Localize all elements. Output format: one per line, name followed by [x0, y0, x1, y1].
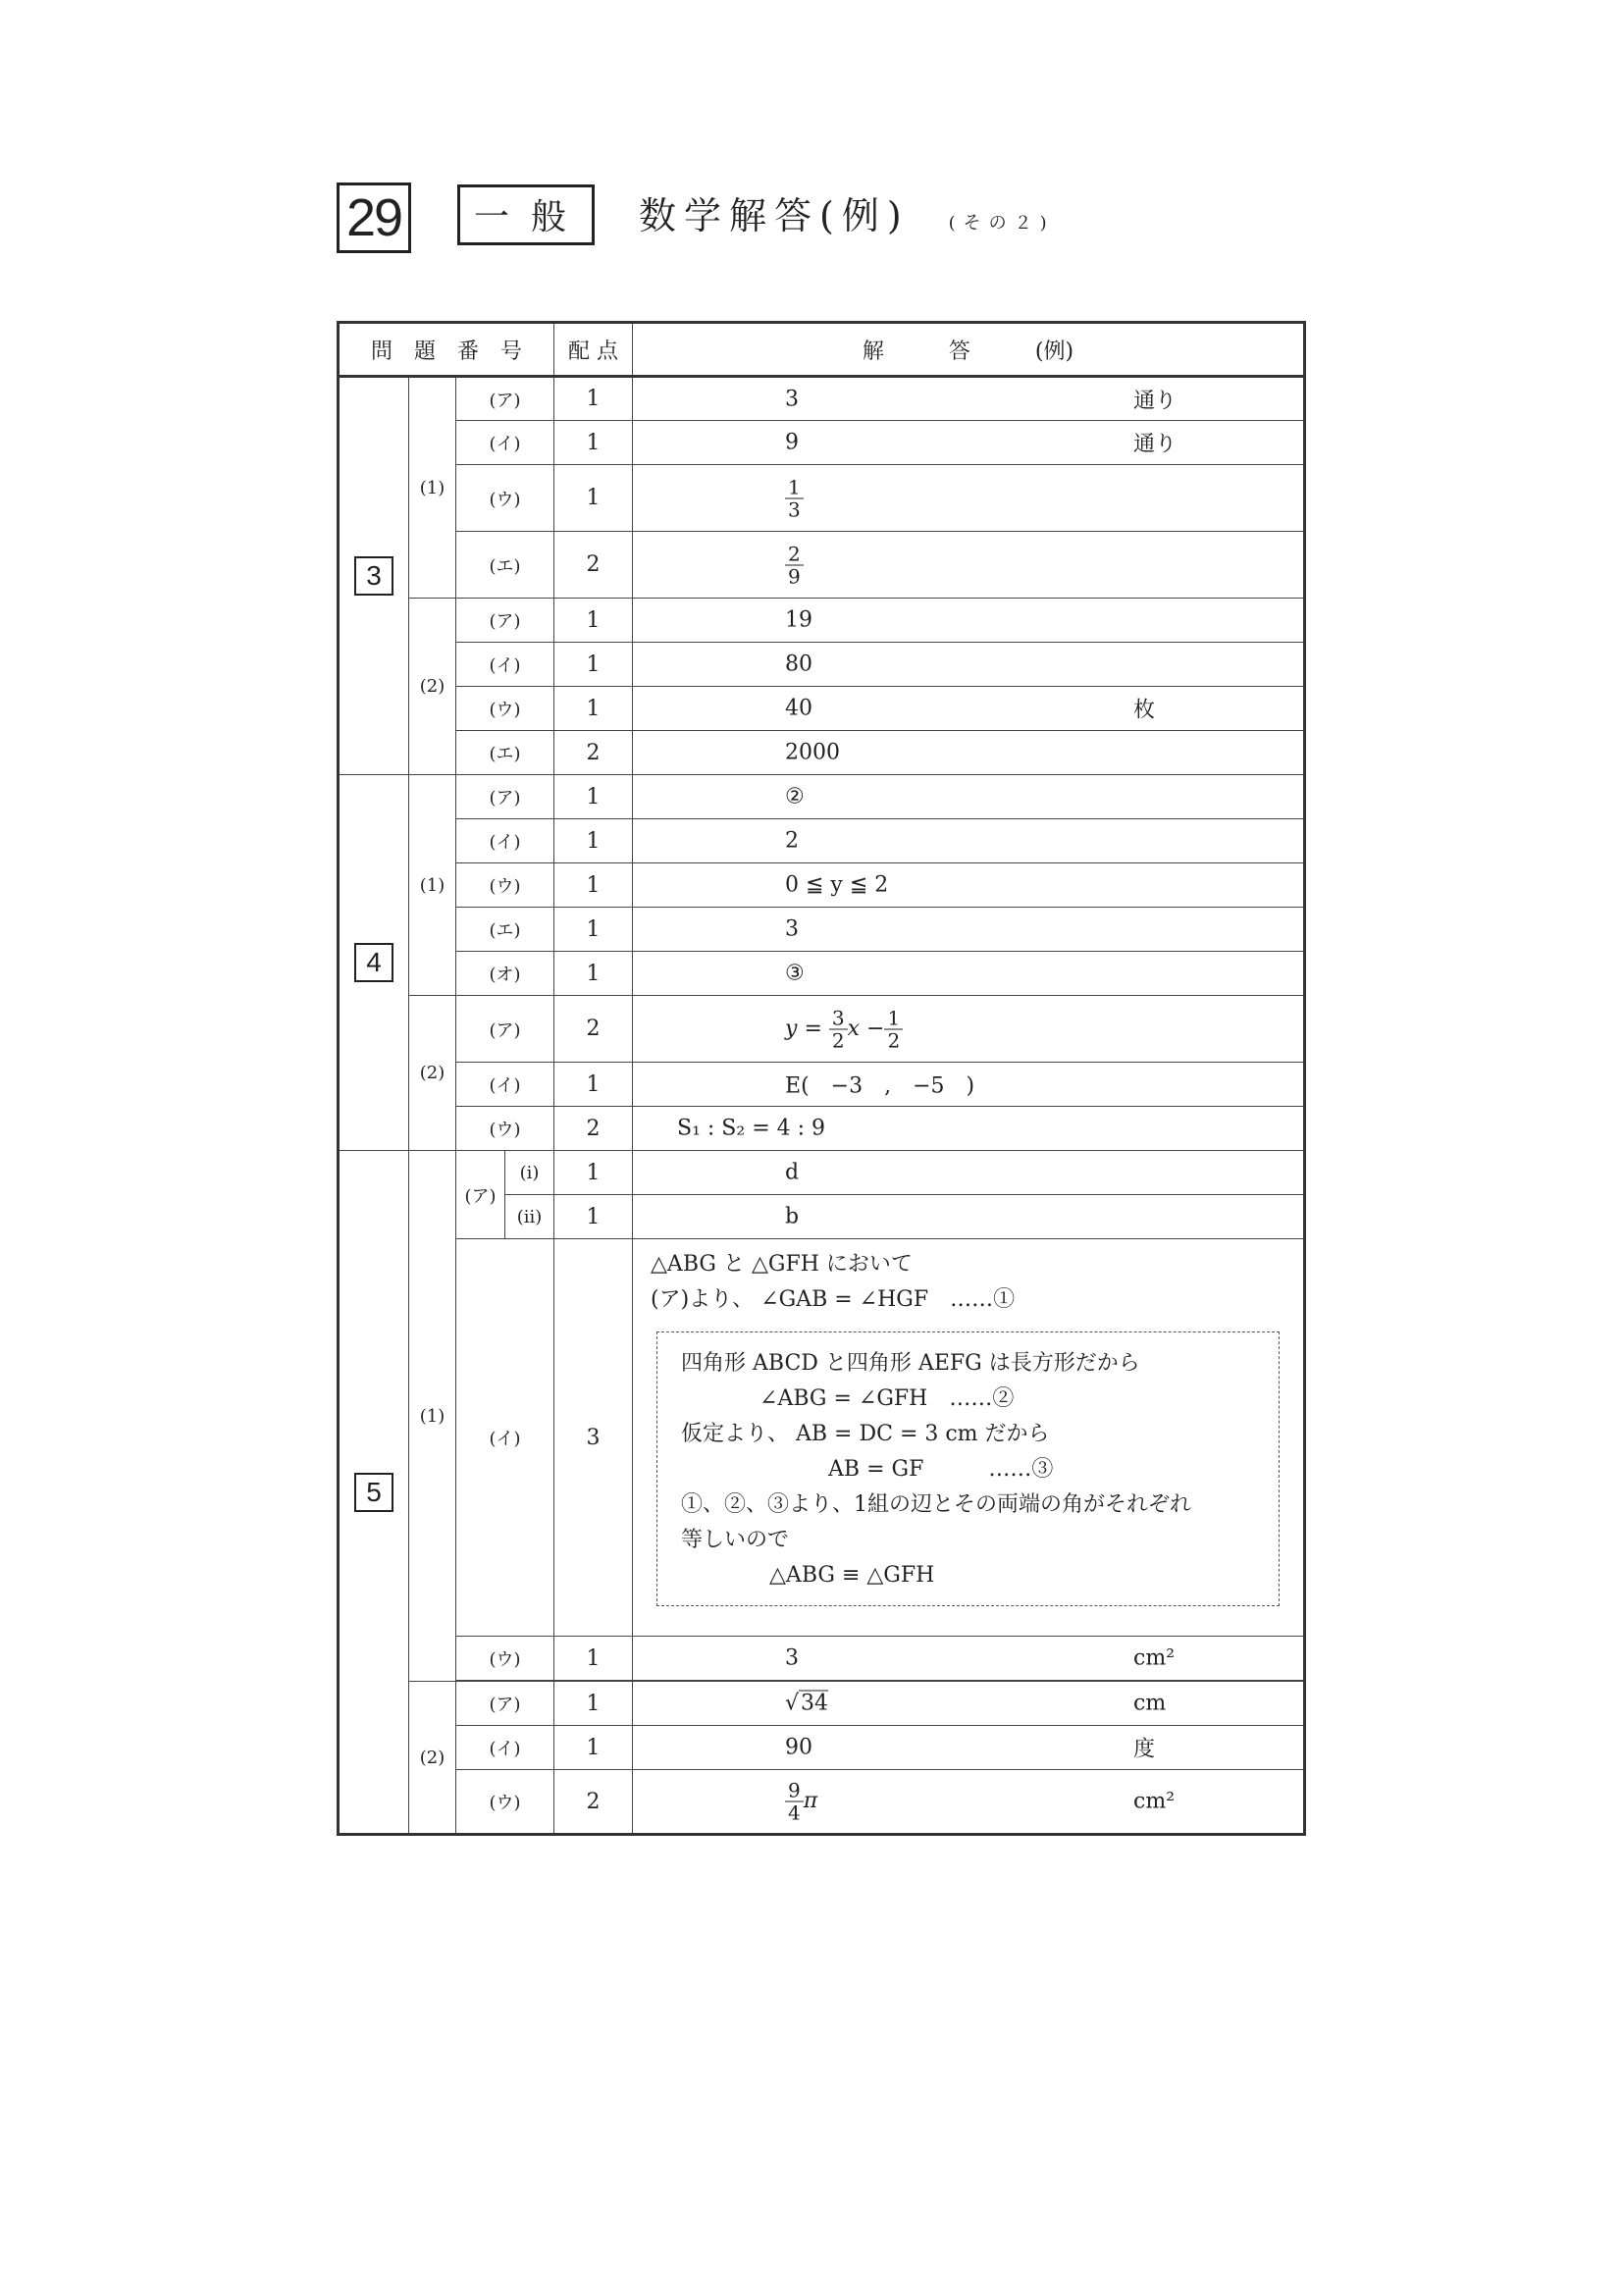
table-row	[339, 1770, 1305, 1835]
answer-cell	[633, 465, 1305, 532]
answer-value: E( −3 , −5 )	[785, 1073, 975, 1099]
table-row	[339, 532, 1305, 599]
answer-cell	[633, 908, 1305, 952]
table-row	[339, 908, 1305, 952]
item-label: (ウ)	[456, 1770, 554, 1835]
points-cell: 1	[554, 863, 633, 908]
answer-cell	[633, 819, 1305, 863]
answer-cell	[633, 1107, 1305, 1151]
table-row	[339, 1726, 1305, 1770]
section-number-box: 4	[354, 943, 393, 982]
answer-cell	[633, 377, 1305, 421]
points-cell: 2	[554, 1107, 633, 1151]
fraction-denominator: 2	[887, 1028, 901, 1052]
answer-sqrt: √34	[785, 1691, 829, 1716]
proof-conclusion: △ABG ≡ △GFH	[769, 1563, 935, 1588]
answer-unit: 度	[1133, 1737, 1156, 1762]
proof-line: 四角形 ABCD と四角形 AEFG は長方形だから	[681, 1351, 1140, 1376]
sqrt-radicand: 34	[801, 1691, 829, 1716]
table-row	[339, 863, 1305, 908]
table-row	[339, 687, 1305, 731]
subsection-label: (1)	[409, 775, 456, 996]
answer-fraction	[785, 1780, 817, 1824]
answer-value: 80	[785, 652, 813, 677]
proof-line: AB = GF ……③	[828, 1457, 1054, 1482]
answer-value: 19	[785, 607, 813, 633]
answer-unit: cm	[1133, 1691, 1167, 1716]
item-label: (ウ)	[456, 1107, 554, 1151]
section-5-cell	[339, 1151, 409, 1835]
section-number-box: 3	[354, 556, 393, 596]
item-label: (エ)	[456, 908, 554, 952]
table-row	[339, 819, 1305, 863]
proof-text	[633, 1239, 1303, 1620]
fraction-numerator: 2	[785, 543, 804, 565]
fraction-numerator: 1	[884, 1007, 903, 1029]
answer-cell	[633, 599, 1305, 643]
proof-line: 等しいので	[681, 1528, 790, 1552]
answer-value: d	[785, 1160, 800, 1185]
proof-cell	[633, 1239, 1305, 1637]
section-3-cell	[339, 377, 409, 775]
points-cell: 2	[554, 1770, 633, 1835]
table-row	[339, 1239, 1305, 1637]
item-label: (イ)	[456, 819, 554, 863]
proof-line: 仮定より、 AB = DC = 3 cm だから	[681, 1422, 1050, 1446]
answer-unit: 通り	[1133, 432, 1178, 457]
table-row	[339, 731, 1305, 775]
item-label: (エ)	[456, 532, 554, 599]
answer-cell	[633, 687, 1305, 731]
proof-dashed-box	[656, 1331, 1280, 1606]
subsection-label: (1)	[409, 377, 456, 599]
answer-unit: cm²	[1133, 1645, 1176, 1671]
item-label: (イ)	[456, 1063, 554, 1107]
page-header	[337, 183, 1318, 251]
answer-cell	[633, 1151, 1305, 1195]
answer-cell	[633, 996, 1305, 1063]
fraction-numerator: 9	[785, 1780, 804, 1802]
item-label: (ウ)	[456, 1637, 554, 1681]
item-label: (ア)	[456, 599, 554, 643]
points-cell: 1	[554, 775, 633, 819]
points-cell: 1	[554, 687, 633, 731]
answer-value: 90	[785, 1735, 813, 1760]
answer-value: 3	[785, 387, 800, 411]
answer-cell	[633, 1726, 1305, 1770]
fraction-denominator: 4	[788, 1800, 801, 1825]
equation-middle: x −	[847, 1016, 885, 1041]
subsection-label: (2)	[409, 599, 456, 775]
subsection-label: (1)	[409, 1151, 456, 1682]
fraction-numerator: 3	[829, 1007, 848, 1029]
points-cell: 2	[554, 731, 633, 775]
points-cell: 2	[554, 996, 633, 1063]
points-cell: 1	[554, 952, 633, 996]
answer-cell	[633, 952, 1305, 996]
section-number-box: 5	[354, 1473, 393, 1512]
item-label: (イ)	[456, 643, 554, 687]
exam-category-box: 一般	[457, 184, 595, 245]
points-cell: 1	[554, 1682, 633, 1726]
answer-fraction	[785, 476, 804, 520]
points-cell: 1	[554, 1151, 633, 1195]
answer-cell	[633, 643, 1305, 687]
section-4-cell	[339, 775, 409, 1151]
answer-cell	[633, 1063, 1305, 1107]
answer-value: ②	[785, 784, 805, 809]
item-label: (イ)	[456, 1726, 554, 1770]
table-row	[339, 775, 1305, 819]
answer-value: 3	[785, 916, 800, 942]
subitem-label: (ii)	[505, 1195, 554, 1239]
proof-line: ①、②、③より、1組の辺とその両端の角がそれぞれ	[681, 1492, 1192, 1517]
answer-value: 2000	[785, 740, 841, 765]
answer-cell	[633, 775, 1305, 819]
table-row	[339, 1107, 1305, 1151]
header-answer: 解 答 (例)	[633, 323, 1305, 377]
item-label: (ア)	[456, 996, 554, 1063]
answer-cell	[633, 1770, 1305, 1835]
item-label: (ア)	[456, 775, 554, 819]
item-label: (ア)	[456, 1682, 554, 1726]
points-cell: 3	[554, 1239, 633, 1637]
table-row	[339, 599, 1305, 643]
answer-table	[337, 321, 1306, 1836]
header-problem-no: 問 題 番 号	[339, 323, 554, 377]
answer-cell	[633, 731, 1305, 775]
points-cell: 1	[554, 1195, 633, 1239]
proof-line: ∠ABG = ∠GFH ……②	[759, 1386, 1015, 1411]
equation-prefix: y =	[785, 1016, 822, 1041]
table-row	[339, 377, 1305, 421]
table-row	[339, 1063, 1305, 1107]
item-label: (ウ)	[456, 465, 554, 532]
answer-unit: 通り	[1133, 389, 1178, 413]
table-row	[339, 996, 1305, 1063]
points-cell: 1	[554, 1726, 633, 1770]
points-cell: 1	[554, 819, 633, 863]
item-label: (ア)	[456, 377, 554, 421]
answer-value: ③	[785, 961, 805, 986]
proof-line: △ABG と △GFH において	[651, 1252, 913, 1277]
points-cell: 1	[554, 421, 633, 465]
subsection-label: (2)	[409, 1682, 456, 1835]
fraction-denominator: 2	[831, 1028, 845, 1052]
item-label: (エ)	[456, 731, 554, 775]
exam-number-box: 29	[337, 183, 411, 253]
points-cell: 2	[554, 532, 633, 599]
item-label: (イ)	[456, 421, 554, 465]
answer-unit: 枚	[1133, 698, 1156, 723]
page-title	[639, 184, 1055, 255]
item-label: (オ)	[456, 952, 554, 996]
answer-value: b	[785, 1204, 800, 1229]
item-label: (イ)	[456, 1239, 554, 1637]
answer-value: S₁ : S₂ = 4 : 9	[677, 1116, 826, 1141]
item-label: (ア)	[456, 1151, 505, 1239]
points-cell: 1	[554, 599, 633, 643]
answer-value: 2	[785, 828, 800, 854]
answer-unit: cm²	[1133, 1789, 1176, 1814]
points-cell: 1	[554, 643, 633, 687]
item-label: (ウ)	[456, 863, 554, 908]
points-cell: 1	[554, 465, 633, 532]
answer-value: 0 ≦ y ≦ 2	[785, 872, 889, 898]
pi-symbol: π	[803, 1789, 818, 1813]
table-row	[339, 1151, 1305, 1195]
answer-value: 40	[785, 696, 813, 721]
table-header-row	[339, 323, 1305, 377]
points-cell: 1	[554, 1063, 633, 1107]
fraction-numerator: 1	[785, 476, 804, 498]
answer-fraction	[785, 543, 804, 587]
answer-cell	[633, 863, 1305, 908]
table-row	[339, 1637, 1305, 1681]
answer-cell	[633, 421, 1305, 465]
fraction-denominator: 9	[788, 564, 801, 588]
title-subtitle: (その２)	[948, 213, 1055, 234]
answer-cell	[633, 532, 1305, 599]
points-cell: 1	[554, 1637, 633, 1681]
answer-cell	[633, 1682, 1305, 1726]
subsection-label: (2)	[409, 996, 456, 1151]
proof-line: (ア)より、 ∠GAB = ∠HGF ……①	[651, 1287, 1016, 1312]
answer-value: 9	[785, 430, 800, 455]
answer-cell	[633, 1637, 1305, 1681]
points-cell: 1	[554, 377, 633, 421]
fraction-denominator: 3	[788, 497, 801, 521]
title-text: 数学解答(例)	[639, 194, 910, 237]
table-row	[339, 421, 1305, 465]
item-label: (ウ)	[456, 687, 554, 731]
subitem-label: (i)	[505, 1151, 554, 1195]
points-cell: 1	[554, 908, 633, 952]
table-row	[339, 1682, 1305, 1726]
answer-equation	[785, 1007, 903, 1051]
header-points: 配 点	[554, 323, 633, 377]
table-row	[339, 465, 1305, 532]
table-row	[339, 643, 1305, 687]
table-row	[339, 952, 1305, 996]
answer-cell	[633, 1195, 1305, 1239]
answer-value: 3	[785, 1645, 800, 1671]
